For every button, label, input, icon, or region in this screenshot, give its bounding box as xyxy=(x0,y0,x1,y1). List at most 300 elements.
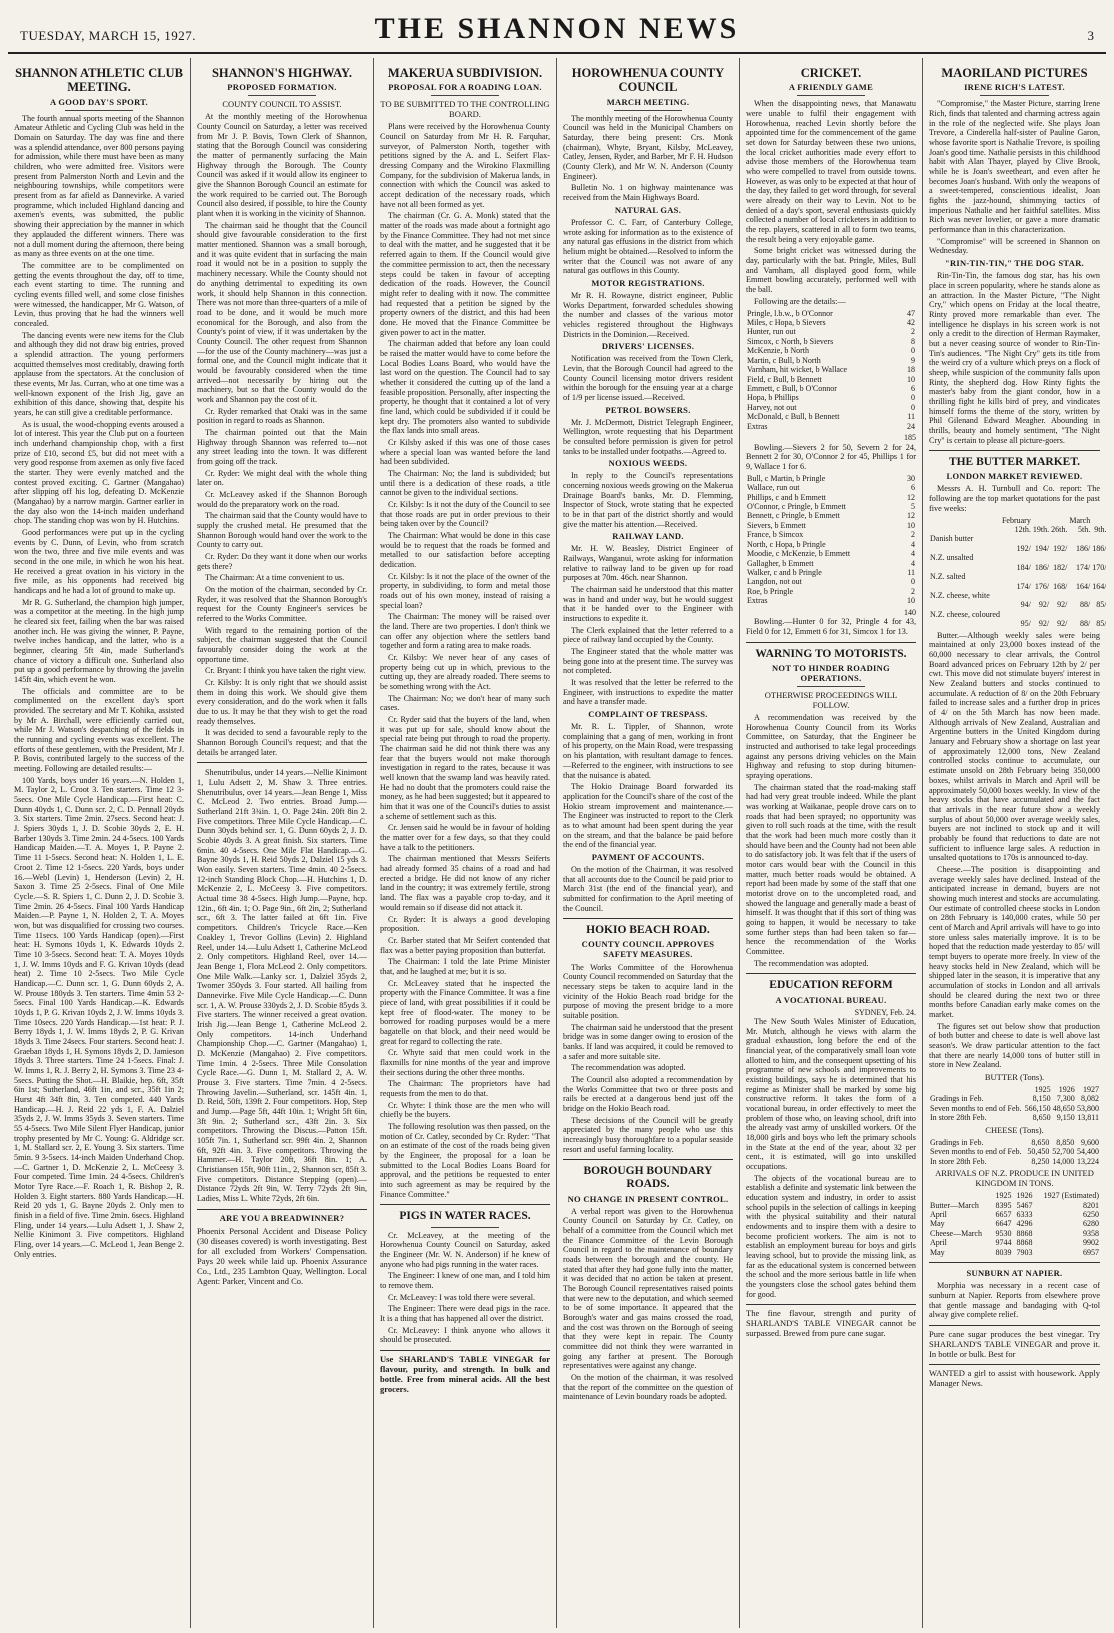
table-row xyxy=(929,1147,1100,1156)
table-cell: Sievers, b Emmett xyxy=(747,520,806,530)
article-paragraph: Cr. Kilsby: We never hear of any cases of property being cut up in which, previous to the cutting up, they are already roaded. There seems to be something wrong with the Act. xyxy=(380,653,550,692)
table-cell: France, b Simcox xyxy=(747,530,804,540)
table-cell: 6957 xyxy=(1083,1247,1099,1257)
table-cell: 95/ xyxy=(1020,619,1031,629)
table-cell: 8,250 xyxy=(1031,1156,1050,1166)
makerua-subhead: PROPOSAL FOR A ROADING LOAN. xyxy=(388,82,542,93)
table-row xyxy=(929,534,1106,543)
table-header-cell: 1927 xyxy=(1083,1085,1099,1094)
table-cell: Gallagher, b Emmett xyxy=(747,558,814,568)
table-header-cell: 19th. xyxy=(1032,524,1050,534)
table-cell: Butter—March xyxy=(930,1200,979,1210)
cricket-headline: CRICKET. xyxy=(800,66,862,80)
highway-headline: SHANNON'S HIGHWAY. xyxy=(211,66,353,80)
article-paragraph: The chairman said that the County would have to supply the crushed metal. He presumed that the Shannon Borough would hand over the work to the County to carry out. xyxy=(197,511,367,550)
table-cell: 8 xyxy=(911,336,915,346)
table-cell: N.Z. unsalted xyxy=(930,553,974,563)
score-total: 140 xyxy=(904,607,916,617)
table-cell: 170/ xyxy=(1092,562,1106,572)
dateline: SYDNEY, Feb. 24. xyxy=(854,1007,916,1017)
article-paragraph: "Compromise" will be screened in Shannon on Wednesday. xyxy=(929,236,1100,256)
table-cell: 9,150 xyxy=(1056,1113,1075,1123)
table-cell: 9744 xyxy=(995,1238,1012,1248)
table-row xyxy=(929,1201,1100,1210)
table-cell: 52,700 xyxy=(1052,1147,1075,1157)
section-heading: DRIVERS' LICENSES. xyxy=(601,341,695,352)
table-header-cell: 1927 (Estimated) xyxy=(1043,1191,1099,1201)
table-row xyxy=(929,1094,1100,1103)
education-headline: EDUCATION REFORM xyxy=(769,979,893,992)
table-header-cell: 1926 xyxy=(1058,1085,1075,1094)
section-heading: NOXIOUS WEEDS. xyxy=(608,458,688,469)
table-cell: 12 xyxy=(907,511,915,521)
article-paragraph: The dancing events were new items for the Club and although they did not draw big entries, proved a splendid attraction. The young performers acquitted themselves most creditably, drawing forth applause from the spectators. At the conclusion of these events, Mr Jas. Curran, who at one time was a well-known exponent of the Irish Jig, gave an exhibition of this dance, showing that, despite his years, he can still give a creditable performance. xyxy=(14,330,184,417)
table-cell: 0 xyxy=(911,402,915,412)
table-row xyxy=(746,568,916,577)
table-cell: 13,224 xyxy=(1077,1156,1099,1166)
article-paragraph: Mr. H. W. Beasley, District Engineer of Railways, Wanganui, wrote asking for information relative to railway land to be given up for road purposes at 70m. 46ch. near Shannon. xyxy=(563,544,733,583)
article-paragraph: Cr. Kilsby: Is it not the place of the owner of the property, in subdividing, to form and metal those roads out of his own money, instead of raising a special loan? xyxy=(380,571,550,610)
table-cell xyxy=(1001,534,1032,543)
article-paragraph: The Chairman: I told the late Prime Minister that, and he laughed at me; but it is so. xyxy=(380,957,550,976)
table-cell: 8,650 xyxy=(1031,1137,1050,1147)
cricket-subhead: A FRIENDLY GAME xyxy=(788,82,874,93)
table-cell: Emmett, c Bull, b O'Connor xyxy=(747,384,837,393)
table-cell xyxy=(1032,591,1050,600)
table-cell: 0 xyxy=(911,393,915,403)
table-cell: Moodie, c McKenzie, b Emmett xyxy=(747,549,851,559)
article-paragraph: As is usual, the wood-chopping events aroused a lot of interest. This year the Club put on a fourteen inch underhand championship chop, with a first prize of £10, second £5, but did not meet with a very good response from axemen as only five faced the starter. They were evenly matched and the contest proved exciting. C. Gartner (Mangahao) after slipping off his log, defeating D. McKenzie (Mangahao) by a narrow margin. Gartner earlier in the day also won the 14-inch maiden underhand chop. The standing chop was won by H. Hutchins. xyxy=(14,419,184,526)
table-cell: Seven months to end of Feb. xyxy=(930,1147,1022,1157)
table-row xyxy=(929,1248,1100,1257)
table-cell: 182/ xyxy=(1053,562,1068,572)
table-cell: 47 xyxy=(907,308,915,318)
price-table xyxy=(929,516,1106,629)
article-paragraph: The recommendation was adopted. xyxy=(754,958,869,968)
article-paragraph: The recommendation was adopted. xyxy=(571,1063,686,1073)
table-cell: In store 28th Feb. xyxy=(930,1156,987,1166)
table-cell: 6 xyxy=(911,384,915,393)
table-cell: McKenzie, b North xyxy=(747,346,809,356)
table-header-cell xyxy=(929,525,1001,534)
article-paragraph: Cr. Ryder: Do they want it done when our works gets there? xyxy=(197,551,367,571)
article-paragraph: Cr. Ryder said that the buyers of the land, when it was put up for sale, should know about the special rate being put through to road the property. The chairman said he did not think there was any fear that the buyers would not make thorough investigation in regard to the rates, because it was well known that the swamp land was heavily rated. He had no doubt that the promoters could raise the money, as he had been suggested; but it appeared to him that it was one of the Council's duties to assist a scheme of settlement such as this. xyxy=(380,715,550,821)
table-cell xyxy=(1050,534,1068,543)
results-list: Shenutribulus, under 14 years.—Nellie Kinimont 1, Lulu Adsett 2, M. Shaw 3. Three entries. Shenutribulus, over 14 years.—Jean Benge 1, Miss C. McLeod 2. Two entries. Broad Jump.—Sutherland 21ft 3¾in. 1, O. Page 24in. 20ft 8in 2. Five competitors. Three Mile Cycle Handicap.—C. Dunn 30yds behind scr. 1, G. Dunn 60yds 2, J. D. Scobie 40yds 3. A great finish. Six starters. Time 6min. 40 4-5secs. One Mile Flat Handicap.—G. Bayne 30yds 1, H. Reid 50yds 2, Dalziel 15 yds 3. Won easily. Seven starters. Time 4min. 40 2-5secs. 12-inch Standing Block Chop.—H. Hutchins 1, D. McKenzie 2, L. McCeesy 3. Five competitors. Actual time 38 4-5secs. High Jump.—Payne, hcp. 12in., 6ft 4in. 1; O. Page 9in., 6ft 2in, 2; Sutherland scr., 6ft 3. The latter failed at 6ft 1in. Five competitors. Children's Tricycle Race.—Ken Coakley 1, Trevor Gollins (Levin) 2. Highland Reel, under 14.—Lulu Adsett 1, Catherine McLeod 2. Only competitors. Highland Reel, over 14.—Jean Benge 1, Flora McLeod 2. Only competitors. One Mile Walk.—Lanky scr. 1, Dalziel 35yds 2, Twomer 350yds 3. Four started. All hailing from Dannevirke. Five Mile Cycle Handicap.—C. Dunn scr. 1, A. W. Prouse 330yds 2, J. D. Scobie 85yds 3. Five starters. The winner received a great ovation. Irish Jig.—Jean Benge 1, Catherine McLeod 2. Only competitors. 14-inch Underhand Championship Chop.—C. Gartner (Mangahao) 1, D. McKenzie (Mangahao) 2. Five competitors. Time 1min. 4 2-5secs. Three Mile Consolation Cycle Race.—G. Dunn 1, M. Stallard 2, A. W. Prouse 3. Five starters. Time 7min. 4 2-5secs. Throwing Javelin.—Sutherland, scr. 145ft 4in. 1, D. Reid, 50ft, 139ft 2. Four competitors. Hop, Step and Jump.—Page 5ft, 44ft 10in. 1; Wright 5ft 6in, 3ft 9in. 2; Sutherland scr., 43ft 2in. 3. Six competitors. Throwing the Discus.—Patton 15ft. 105ft 7in. 1, Sutherland scr. 99ft 4in. 2, Shannon 6ft, 92ft 4in. 3. Five competitors. Throwing the Hammer.—H. Taylor 20ft, 36ft 8in. 1; A. Christiansen 15ft, 90ft 11in., 2, Shannon scr, 85ft 3. Five competitors. Distance Stepping (open).—Distance 72yds 2ft 9in, W. Terry 72yds 2ft 9in, Ladies, Miss L. White 72yds, 2ft 6in. xyxy=(197,768,367,1203)
table-cell xyxy=(1050,572,1068,581)
table-cell: 12 xyxy=(907,492,915,502)
article-paragraph: The chairman added that before any loan could be raised the matter would have to come before the Local Bodies Loans Board, who would have the last word on the question. The Council had to say whether it considered the cutting up of the land a feasible proposition. Personally, after inspecting the property, he thought that it contained a lot of very fine land, which could be subdivided if it could be kept dry. The promoters also wanted to subdivide the flax lands into small areas. xyxy=(380,339,550,436)
table-header-cell xyxy=(929,1085,1023,1094)
table-row xyxy=(929,1210,1100,1219)
table-cell xyxy=(1050,610,1068,619)
article-paragraph: Mr. R. L. Tippler, of Shannon, wrote complaining that a gang of men, working in front of his property, on the Main Road, were trespassing on his plantation, with resultant damage to fences.—Referred to the engineer, with instructions to see that the nuisance is abated. xyxy=(563,722,733,780)
table-cell: 11 xyxy=(907,568,915,578)
divider xyxy=(929,450,1100,451)
article-paragraph: The officials and committee are to be complimented on the excellent day's sport provided. The secretary and Mr T. Kohika, assisted by Mr A. Birchall, were efficiently carried out, while Mr J. Watson's despatching of the fields in the running and cycling events was excellent. The efforts of these gentlemen, with the President, Mr J. P. Bovis, contributed largely to the success of the meeting. Following are detailed results:— xyxy=(14,686,184,774)
table-cell xyxy=(1091,572,1106,581)
bowling-figures: Bowling.—Sievers 2 for 50, Severn 2 for 24, Bennett 2 for 30, O'Connor 2 for 45, Phillips 1 for 9, Wallace 1 for 6. xyxy=(746,442,916,471)
table-cell xyxy=(1001,553,1032,562)
article-paragraph: The Chairman: The proprietors have had requests from the men to do that. xyxy=(380,1079,550,1098)
column-3 xyxy=(374,58,557,1628)
table-row xyxy=(746,384,916,393)
butter-headline: THE BUTTER MARKET. xyxy=(948,456,1081,469)
table-cell: 9358 xyxy=(1083,1228,1099,1238)
table-cell xyxy=(1091,553,1106,562)
table-cell: N.Z. cheese, white xyxy=(930,591,990,600)
table-header-cell: 1925 xyxy=(1034,1085,1051,1094)
table-cell: 174/ xyxy=(1016,581,1031,591)
divider xyxy=(746,973,916,974)
table-row xyxy=(929,553,1106,562)
table-cell xyxy=(1068,553,1091,562)
table-row xyxy=(929,1138,1100,1147)
table-cell: 186/ xyxy=(1075,543,1091,553)
table-cell: 92/ xyxy=(1038,619,1050,629)
table-cell: 94/ xyxy=(1020,600,1031,610)
section-heading: PAYMENT OF ACCOUNTS. xyxy=(591,851,705,862)
table-row xyxy=(746,403,916,412)
table-cell xyxy=(1032,534,1050,543)
article-paragraph: Mr. J. McDermott, District Telegraph Engineer, Wellington, wrote requesting that his Department be consulted before permission is given for petrol tanks to be installed under footpaths.—Agreed to. xyxy=(563,417,733,456)
scorecard-1 xyxy=(746,309,916,432)
table-cell: Bennett, c Pringle, b Emmett xyxy=(747,511,840,521)
issue-date: TUESDAY, MARCH 15, 1927. xyxy=(20,28,196,43)
table-cell: 8868 xyxy=(1016,1238,1033,1248)
table-cell: Walker, c and b Pringle xyxy=(747,568,822,578)
table-cell: 14,000 xyxy=(1052,1156,1075,1166)
table-header-cell: 12th. xyxy=(1014,524,1031,534)
table-cell: 4 xyxy=(911,539,915,549)
advertisement xyxy=(197,1209,367,1286)
table-row xyxy=(929,591,1106,600)
table-cell: 168/ xyxy=(1053,581,1068,591)
advertisement xyxy=(746,1304,916,1338)
table-cell: 8,150 xyxy=(1032,1094,1051,1104)
article-paragraph: The fourth annual sports meeting of the Shannon Amateur Athletic and Cycling Club was held in the Domain on Saturday. The day was fine and there was a splendid attendance, over 800 persons paying for admission, while there must have been as many children, who were admitted free. Visitors were present from Palmerston North and Levin and the neighbouring townships, while competitors were present from as far afield as Dannevirke. A varied programme, which included Highland dancing and axemen's events, was submitted, the public showing their appreciation by the manner in which they applauded the different winners. There was not a dull moment during the afternoon, there being as many as three events on at the one time. xyxy=(14,113,184,259)
table-row xyxy=(746,346,916,355)
table-cell: 186/ xyxy=(1034,562,1050,572)
article-paragraph: Cr. Jensen said he would be in favour of holding the matter over for a few days, so that they could have a talk to the petitioners. xyxy=(380,823,550,852)
table-cell: 8039 xyxy=(995,1247,1012,1257)
athletic-subhead: A GOOD DAY'S SPORT. xyxy=(50,96,148,107)
article-paragraph: The objects of the vocational bureau are to establish a definite and systematic link between the education system and industry, in order to assist school pupils in the selection of callings in keeping with the physical suitability and their natural endowments and to inspire them with a desire to become proficient workers. The aim is not to establish an employment bureau for boys and girls leaving school, but to provide the missing link, as far as the educational system is concerned between the school and the more serious battle in life when the youngsters close the school gates behind them for good. xyxy=(746,1173,916,1299)
table-row xyxy=(929,600,1106,609)
table-cell: O'Connor, c Pringle, b Emmett xyxy=(747,501,846,511)
article-paragraph: The Chairman: The money will be raised over the land. There are two properties. I don't think we can offer any objection where the settlers band together and form a rating area to make roads. xyxy=(380,612,550,651)
table-cell: Simcox, c North, b Sievers xyxy=(747,336,834,346)
article-paragraph: Notification was received from the Town Clerk, Levin, that the Borough Council had agreed to the County Council licensing motor drivers resident within the borough for the ensuing year at a charge of 1/9 per license issued.—Received. xyxy=(563,354,733,402)
article-paragraph: Some bright cricket was witnessed during the day, particularly with the bat. Pringle, Miles, Bull and Varnham, all displayed good form, while Emmett bowling accurately, performed well with the ball. xyxy=(746,246,916,295)
table-row xyxy=(929,1157,1100,1166)
article-paragraph: Mr R. G. Sutherland, the champion high jumper, was a competitor at the meeting. In the high jump he cleared six feet, failing when the bar was raised another inch. He was giving the winner, P. Payne, twelve inches handicap, and the latter, who is a beginner, clearing 5ft 4in, made Sutherland's chance of victory a difficult one. Sutherland also put up a good performance by throwing the javelin 145ft 4in, which event he won. xyxy=(14,597,184,685)
table-cell: Roe, b Pringle xyxy=(747,586,793,596)
divider xyxy=(797,686,865,687)
table-cell: 164/ xyxy=(1075,581,1091,591)
table-cell: 54,400 xyxy=(1077,1147,1099,1157)
article-paragraph: The chairman pointed out that the Main Highway through Shannon was referred to—not any street leading into the town. It was different from going off the track. xyxy=(197,427,367,466)
table-cell: Extras xyxy=(747,421,768,431)
masthead-rule xyxy=(8,52,1106,54)
table-cell: Martin, c Bull, b North xyxy=(747,355,821,365)
table-cell: 9,600 xyxy=(1081,1137,1099,1147)
article-paragraph: The chairman said he understood that this matter was in hand and under way, but he would suggest that it be handed over to the Engineer with instructions to expedite it. xyxy=(563,585,733,624)
table-cell: Hopa, b Phillips xyxy=(747,393,799,403)
table-cell: 24 xyxy=(907,421,915,431)
table-cell xyxy=(1068,534,1091,543)
article-paragraph: Cr. McLeavey: I was told there were several. xyxy=(388,1292,536,1302)
table-row xyxy=(929,582,1106,591)
table-cell: Cheese—March xyxy=(930,1228,982,1238)
table-cell: North, c Hopa, b Pringle xyxy=(747,539,826,549)
article-paragraph: On the motion of the chairman, it was resolved that the report of the committee on the question of maintenance of Levin boundary roads be adopted. xyxy=(563,1373,733,1402)
boundary-subhead: NO CHANGE IN PRESENT CONTROL. xyxy=(567,1193,729,1204)
article-paragraph: The figures set out below show that production of both butter and cheese to date is well above last season's. We draw particular attention to the fact that there are nearly 14,000 tons of butter still in store in New Zealand. xyxy=(929,1021,1100,1070)
table-cell: 10 xyxy=(907,596,915,606)
table-cell: 5467 xyxy=(1016,1200,1033,1210)
table-cell: 7903 xyxy=(1016,1247,1033,1257)
article-paragraph: Cheese.—The position is disappointing and average weekly sales have declined. Instead of the anticipated increase in demand, buyers are not showing much interest and stocks are accumulating. Our estimate of controlled cheese stocks in London on 28th February is 140,000 crates, while 50 per cent of March and April arrivals will have to go into store unless sales materially improve. It is to be hoped that the reduction made yesterday to 85/ will tempt buyers to operate more freely. In view of the heavy stocks held in New Zealand, which will be shipped later in the season, it is imperative that any accumulation of stocks in London and all arrivals should be cleared during the next two or three months before Canadian early make comes on the market. xyxy=(929,864,1100,1019)
article-paragraph: Cr. Ryder remarked that Otaki was in the same position in regard to roads as Shannon. xyxy=(197,406,367,426)
table-cell: 50,450 xyxy=(1027,1147,1050,1157)
table-cell: 88/ xyxy=(1079,619,1091,629)
article-paragraph: It was resolved that the letter be referred to the Engineer, with instructions to expedite the matter and have a transfer made. xyxy=(563,678,733,707)
masthead xyxy=(0,0,1114,56)
table-cell: 85/ xyxy=(1096,619,1106,629)
table-cell xyxy=(929,582,1001,591)
table-header-cell: 9th. xyxy=(1094,524,1106,534)
column-1 xyxy=(8,58,191,1628)
table-cell: 18 xyxy=(907,365,915,375)
table-header-row xyxy=(929,525,1106,534)
ad-text: Pure cane sugar produces the best vinegar. Try SHARLAND'S TABLE VINEGAR and prove it. In bottle or bulk. Best for xyxy=(929,1328,1100,1359)
table-row xyxy=(929,610,1106,619)
table-title: ARRIVALS OF N.Z. PRODUCE IN UNITED KINGDOM IN TONS. xyxy=(935,1168,1094,1189)
table-cell: 7,300 xyxy=(1056,1094,1075,1104)
advertisement xyxy=(929,1325,1100,1359)
article-paragraph: Cr. McLeavey, at the meeting of the Horowhenua County Council on Saturday, asked the Engineer (Mr. W. N. Anderson) if he knew of anyone who had pigs running in the water races. xyxy=(380,1230,550,1269)
table-cell: 10 xyxy=(907,520,915,530)
table-cell xyxy=(1091,534,1106,543)
table-cell: 2 xyxy=(911,530,915,540)
table-cell xyxy=(1068,572,1091,581)
table-row xyxy=(746,356,916,365)
boundary-headline: BOROUGH BOUNDARY ROADS. xyxy=(583,1165,713,1191)
table-row xyxy=(746,318,916,327)
table-cell: 566,150 xyxy=(1024,1103,1051,1113)
article-paragraph: The New South Wales Minister of Education, Mr. Mutch, although he views with alarm the gradual exhaustion, long before the end of the financial year, of the comparatively small loan vote allotted to him, and the consequent upsetting of his programme of new schools and improvements to existing buildings, says he is determined that his regime as Minister shall be marked by some big constructive reform. It takes the form of a vocational bureau, in order effectively to meet the problem of those who, on leaving school, drift into the already vast army of unskilled workers. Of the 18,000 girls and boys who left the primary schools in the State at the end of the year, about 32 per cent., it is estimated, will go into unskilled occupations. xyxy=(746,1016,916,1172)
table-title: CHEESE (Tons). xyxy=(985,1124,1044,1135)
divider xyxy=(980,95,1048,96)
table-cell: 92/ xyxy=(1038,600,1050,610)
table-cell xyxy=(1091,591,1106,600)
highway-subhead: PROPOSED FORMATION. xyxy=(227,82,337,93)
classified-ad xyxy=(929,1364,1100,1388)
article-paragraph: Cr. Ryder: It is always a good developing proposition. xyxy=(380,914,550,934)
table-cell: 4 xyxy=(911,558,915,568)
article-paragraph: Cr. Whyte said that men could work in the flaxmills for nine months of the year and improve their sections during the other three months. xyxy=(380,1048,550,1077)
county-subhead: MARCH MEETING. xyxy=(606,96,690,107)
pictures-headline: MAORILAND PICTURES xyxy=(941,66,1088,80)
table-title: BUTTER (Tons). xyxy=(984,1071,1045,1082)
table-cell: 5 xyxy=(911,501,915,511)
newspaper-title: THE SHANNON NEWS xyxy=(374,12,740,45)
article-paragraph: Good performances were put up in the cycling events by C. Dunn, of Levin, who from scratch won the two, three and five mile events and was second in the one mile, in which he won his heat. He received a great ovation in his victory in the five mile, as his opponents had received big handicaps and he had a lot of ground to make up. xyxy=(14,527,184,596)
article-paragraph: The Chairman: No; we don't hear of many such cases. xyxy=(380,693,550,713)
article-paragraph: Rin-Tin-Tin, the famous dog star, has his own place in screen popularity, where he stands alone as an attraction. In the Master Picture, "The Night Cry," which opens on Friday at the local theatre, Rinty proved more remarkable than ever. The intelligence he displays in his screen work is not only a credit to the direction of Herman Raymaker, but a never ceasing source of wonder to Rin-Tin-Tin's audiences. "The Night Cry" gets its title from the weird cry of a vulture which preys on a flock of sheep, while suspicion of the community falls upon Rinty, the shepherd dog. How Rinty fights the master's baby from the giant condor, how in a thrilling fight he kills bird of prey, and vindicates himself forms the theme of the story, written by Phil Gilenand Edward Meagher. Abounding in thrills, beauty and homely sentiment, "The Night Cry" is certain to please all picture-goers. xyxy=(929,271,1100,445)
table-row xyxy=(746,309,916,318)
article-paragraph: Plans were received by the Horowhenua County Council on Saturday from Mr H. R. Farquhar, surveyor, of Palmerston North, together with petitions signed by the A. and L. Seifert Flax-dressing Company and the Wirokino Flaxmilling Company, for the subdivision of Makerua lands, in connection with which the Council was asked to accept dedication of the necessary roads, which have not all been formed as yet. xyxy=(380,122,550,209)
table-cell xyxy=(929,563,1001,572)
section-heading: RAILWAY LAND. xyxy=(612,531,684,542)
athletic-headline: SHANNON ATHLETIC CLUB MEETING. xyxy=(15,66,183,95)
article-paragraph: Bulletin No. 1 on highway maintenance was received from the Main Highways Board. xyxy=(563,183,733,203)
table-cell: 176/ xyxy=(1034,581,1050,591)
table-cell: 92/ xyxy=(1057,619,1068,629)
table-cell: Hunter, run out xyxy=(747,327,796,337)
article-paragraph: The chairman mentioned that Messrs Seiferts had already formed 35 chains of a road and had erected a bridge. He did not know of any richer land in the country; it was extremely fertile, strong land. The flax was a payable crop to-day, and it would remain so if disease did not attack it. xyxy=(380,854,550,912)
table-header-cell: 1925 xyxy=(995,1191,1012,1201)
table-row xyxy=(746,327,916,336)
motorists-subhead-2: OTHERWISE PROCEEDINGS WILL FOLLOW. xyxy=(764,689,898,710)
divider xyxy=(380,1204,550,1205)
table-row xyxy=(746,493,916,502)
divider xyxy=(563,1159,733,1160)
table-row xyxy=(746,540,916,549)
makerua-headline: MAKERUA SUBDIVISION. xyxy=(387,66,543,80)
table-header-cell xyxy=(929,516,1001,525)
bowling-figures: Bowling.—Hunter 0 for 32, Pringle 4 for 43, Field 0 for 12, Emmett 6 for 31, Simcox 1 for 13. xyxy=(746,617,916,636)
article-paragraph: On the motion of the chairman, seconded by Cr. Ryder, it was resolved that the Shannon Borough's request for the County Engineer's services be referred to the Works Committee. xyxy=(197,584,367,623)
table-row xyxy=(746,502,916,511)
divider xyxy=(797,95,865,96)
table-cell: May xyxy=(930,1219,945,1229)
table-cell: 88/ xyxy=(1079,600,1091,610)
table-cell: 11 xyxy=(907,412,915,422)
section-heading: COMPLAINT OF TRESPASS. xyxy=(588,709,708,720)
table-row xyxy=(746,549,916,558)
divider xyxy=(614,110,682,111)
article-paragraph: At the monthly meeting of the Horowhenua County Council on Saturday, a letter was received from Mr J. P. Bovis, Town Clerk of Shannon, stating that the Borough Council was considering the matter of permanently surfacing the Main Highway through the Borough. The County Council was asked if it would allow its engineer to give the Shannon Borough Council an estimate for the work required to be carried out. The Borough Council also desired, if possible, to hire the County plant when it is working in the vicinity of Shannon. xyxy=(197,112,367,219)
article-paragraph: The Council also adopted a recommendation by the Works Committee that two or three posts and rails be erected at a dangerous bend just off the bridge on the Hokio Beach road. xyxy=(563,1074,733,1113)
table-cell: 8201 xyxy=(1083,1200,1099,1210)
table-row xyxy=(746,596,916,605)
table-cell: 8395 xyxy=(995,1200,1012,1210)
divider xyxy=(431,95,499,96)
table-row xyxy=(746,521,916,530)
article-paragraph: A verbal report was given to the Horowhenua County Council on Saturday by Cr. Catley, on behalf of a committee from the Council which met the Finance Committee of the Levin Borough Council in regard to the maintenance of boundary roads between the borough and the county. He stated that after they had gone fully into the matter, it was decided that no action be taken at present. The Borough Council representatives raised points that were new to the deputation, and which seemed to be of some importance. It appeared that the Borough's water and gas mains crossed the road, and the cost was thrown on the Borough of seeing that they were kept in repair. The County committee did not think they were warranted in going any farther at present. The Borough representatives were against any change. xyxy=(563,1206,733,1371)
article-paragraph: The Engineer stated that the whole matter was being gone into at the present time. The survey was not completed. xyxy=(563,647,733,676)
table-cell: 8868 xyxy=(1016,1228,1033,1238)
article-paragraph: On the motion of the Chairman, it was resolved that all accounts due to the Council be paid prior to March 31st (the end of the financial year), and submitted for confirmation to the April meeting of the Council. xyxy=(563,864,733,913)
table-cell: N.Z. salted xyxy=(930,572,966,582)
article-paragraph: Morphia was necessary in a recent case of sunburn at Napier. Reports from elsewhere prove that gentle massage and bandaging with Q-tol alway give complete relief. xyxy=(929,1281,1100,1320)
table-row xyxy=(746,393,916,402)
table-row xyxy=(746,483,916,492)
results-list: 100 Yards, boys under 16 years.—N. Holden 1, M. Taylor 2, L. Croot 3. Ten starters. Time 12 3-5secs. One Mile Cycle Handicap.—First heat: C. Dunn 40yds 1, C. Dunn scr. 2, C. D. Pennall 20yds 3. Six starters. Time 2min. 27secs. Second heat: J. J. Spiers 30yds 1, J. D. Scobie 30yds 2, E. H. Barber 130yds 3. Time 2min. 24 4-5secs. 100 Yards Handicap Maiden.—T. A. Moyes 1, P. Payne 2. Time 11 1-5secs. Second heat: N. Holden 1, L. E. Croot 2. Time 12 1-5secs. 220 Yards, boys under 16.—Webl (Levin) 1, Henderson (Levin) 2, H. Saxon 3. Time 25 2-5secs. Final of One Mile Cycle.—S. R. Spiers 1, C. Dunn 2, J. D. Scobie 3. Time 2min. 26 4-5secs. Final 100 Yards Handicap Maiden.—P. Payne 1, N. Holden 2, T. A. Moyes won, but was disqualified for crossing two courses. Time 11secs. 100 Yards Handicap (open).—First heat: H. Symons 10yds 1, K. Edwards 10yds 2. Time 10 3-5secs. Second heat: T. A. Moyes 10yds 1, J. W. Imms 10yds and F. G. Krivan 10yds (dead heat) 2. Time 10 2-5secs. Two Mile Cycle Handicap.—C. Dunn scr. 1, G. Dunn 60yds 2, A. W. Prouse 180yds 3. Ten starters. Time 4min 53 2-5secs. Final 100 Yards Handicap.—K. Edwards 10yds 1, P. G. Krivan 10yds 2, J. W. Imms 10yds 3. Time 10secs. 220 Yards Handicap.—1st heat: P. J. Berry 18yds 1, J. W. Imms 18yds 2, P. G. Krivan 18yds 3. Time 24secs. Four starters. Second heat: J. Graeban 18yds 1, H. Symons 18yds 2, D. Jamieson 18yds 3. Three starters. Time 24 1-5secs. Final: J. W. Imms 1, R. J. Berry 2, H. Symons 3. Time 23 4-5secs. Putting the Shot.—H. Blaikie, hep. 6ft, 35ft 6in 1st; Sutherland, 46ft 1in, and scr., 35ft 1in 2; Hurst 4ft 34ft 8in, 3. Ten competed. 440 Yards Handicap.—H. J. Reid 22 yds 1, F. A. Dalziel 35yds 2, J. W. Imms 35yds 3. Seven starters. Time 55 4-5secs. Two Mile Silent Flyer Handicap, junior trophy presented by Mr C. Young: G. Aldridge scr. 1, M. Stallard scr. 2, E. Young 3. Six starters. Time 5min. 9 3-5secs. 14-inch Maiden Underhand Chop.—C. Gartner 1, D. McKenzie 2, L. McCeesy 3. Four competed. Time 1min. 24 4-5secs. Children's Motor Tyre Race.—F. Roach 1, R. Bishop 2, R. Holden 3. Eight starters. 880 Yards Handicap.—H. Reid 20 yds 1, G. Bayne 20yds 2. Only men to finish in a field of five. Time 2min. 6secs. Highland Fling, under 14 years.—Lulu Adsett 1, J. Shaw 2, Nellie Kinimont 3. Five competitors. Highland Fling, over 14 years.—C. McLeod 1, Jean Benge 2. Only entries. xyxy=(14,775,184,1259)
table-cell xyxy=(1068,591,1091,600)
table-cell: Miles, c Hopa, b Sievers xyxy=(747,317,826,327)
table-cell: 0 xyxy=(911,346,915,356)
article-paragraph: A recommendation was received by the Horowhenua County Council from its Works Committee, on Saturday, that the Engineer be instructed and authorised to take legal proceedings against any persons driving vehicles on the Main Highway and refusing to stop during bitumen-spraying operations. xyxy=(746,712,916,780)
table-header-row xyxy=(929,1191,1100,1200)
table-cell: 9902 xyxy=(1083,1238,1099,1248)
education-subhead: A VOCATIONAL BUREAU. xyxy=(775,994,887,1005)
table-cell: 48,650 xyxy=(1052,1103,1075,1113)
table-cell: Pringle, l.b.w., b O'Connor xyxy=(747,308,833,318)
table-cell xyxy=(929,619,1001,628)
article-paragraph: The Chairman: No; the land is subdivided; but until there is a dedication of these roads, a title cannot be given to the individual sections. xyxy=(380,468,550,498)
table-cell: 2 xyxy=(911,586,915,596)
table-cell: 192/ xyxy=(1016,543,1031,553)
table-cell: 9 xyxy=(911,355,915,365)
divider xyxy=(746,642,916,643)
article-paragraph: The chairman stated that the road-making staff had had very great trouble indeed. While the plant was working at Waikanae, people drove cars on to roads that had been sprayed; no opportunity was given to roll such roads at the time, with the result that the work had been much more costly than it should have been and the County had not been able to do satisfactory job. It was felt that if the users of motor cars would bear with the Council in this matter, much better roads would be obtained. A report had been made by some of the staff that one motorist drove on to the uncompleted road, and showed the language and generally made a beast of himself. It was thought that if this sort of thing was going to happen, it would be necessary to take some further steps than had been taken so far—hence the recommendation of the Works Committee. xyxy=(746,782,916,956)
table-cell: Field, c Bull, b Bennett xyxy=(747,374,822,384)
table-cell xyxy=(1001,572,1032,581)
table-cell xyxy=(1001,610,1032,619)
table-cell xyxy=(1001,591,1032,600)
table-cell: 13,811 xyxy=(1077,1113,1099,1123)
table-cell xyxy=(1050,553,1068,562)
pigs-headline: PIGS IN WATER RACES. xyxy=(399,1210,531,1223)
table-row xyxy=(746,559,916,568)
article-paragraph: Cr Kilsby asked if this was one of those cases where a special loan was wanted before the land had been subdivided. xyxy=(380,437,550,467)
table-header-cell xyxy=(1050,516,1068,525)
hokio-headline: HOKIO BEACH ROAD. xyxy=(586,924,710,937)
section-heading: MOTOR REGISTRATIONS. xyxy=(591,277,705,288)
table-cell: Varnham, hit wicket, b Wallace xyxy=(747,365,848,375)
column-2 xyxy=(191,58,374,1628)
article-paragraph: "Compromise," the Master Picture, starring Irene Rich, finds that talented and charming actress again in the role of the neglected wife. She plays Joan Trevore, a Cinderella half-sister of Pauline Garon, whose favorite sport is Nathalie Trevore, is spoiling Joan's good time. Nathalie persists in this childhood habit with Alan Thayer, played by Clive Brook, while he is Joan's sweetheart, and even after he becomes Joan's husband. With only the weapons of a sweet-tempered, conscientious idealist, Joan fights the jazz-hound, shimmying tactics of imperious Nathalie and her faithful satellites. Miss Rich was never lovelier, or gave a more dramatic performance than in this characterization. xyxy=(929,99,1100,235)
table-cell: Extras xyxy=(747,596,768,606)
table-cell xyxy=(1032,572,1050,581)
table-cell: 6 xyxy=(911,483,915,493)
table-cell: Seven months to end of Feb. xyxy=(930,1103,1022,1113)
table-cell: 10 xyxy=(907,374,915,384)
table-cell: McDonald, c Bull, b Bennett xyxy=(747,412,840,422)
table-header-cell: 26th. xyxy=(1051,524,1068,534)
table-row xyxy=(929,1113,1100,1122)
section-heading: PETROL BOWSERS. xyxy=(605,404,691,415)
article-paragraph: It was decided to send a favourable reply to the Shannon Borough Council's request; and that the details be arranged later. xyxy=(197,728,367,757)
table-cell: 6250 xyxy=(1083,1209,1099,1219)
article-paragraph: Cr. McLeavey: I think anyone who allows it should be prosecuted. xyxy=(380,1325,550,1345)
table-cell: 8,850 xyxy=(1056,1137,1075,1147)
table-cell: May xyxy=(930,1247,945,1257)
table-cell: Bull, c Martin, b Pringle xyxy=(747,473,826,483)
table-header-cell: February xyxy=(1001,515,1031,525)
table-cell: 8,650 xyxy=(1032,1113,1051,1123)
table-cell: In store 28th Feb. xyxy=(930,1113,987,1123)
article-paragraph: Butter.—Although weekly sales were being maintained at only 23,000 boxes instead of the 60,000 necessary to clear arrivals, the Control Board advanced prices on February 12th by 2/ per cwt. This move did not stimulate buyers' interest in New Zealand butters and stocks continued to accumulate. A reduction of 8/ on the 20th February failed to increase sales and a further drop in prices of 4/ on the 5th March has now been made. Although arrivals of New Zealand, Australian and Argentine butters in the United Kingdom during January and February show a shortage on last year of approximately 12,000 tons, New Zealand controlled stocks continue to accumulate, our estimate unsold on 28th February being 350,000 boxes, whilst arrivals in March and April will be approximately 50,000 boxes weekly. In view of the heavy stocks that have accumulated and the fact that arrivals in the near future show a weekly surplus of about 50,000 over average weekly sales, buyers are not inclined to stock up and it will probably be found that reductions to date are not sufficient to influence large sales. A reduction in unsalted quotations to 170s is announced to-day. xyxy=(929,630,1100,863)
table-cell: N.Z. cheese, coloured xyxy=(930,609,1000,619)
scorecard-2 xyxy=(746,474,916,606)
makerua-subhead-2: TO BE SUBMITTED TO THE CONTROLLING BOARD. xyxy=(380,99,550,120)
article-paragraph: The Clerk explained that the letter referred to a piece of railway land occupied by the County. xyxy=(563,625,733,645)
cheese-tons-table xyxy=(929,1138,1100,1166)
article-paragraph: Cr. Kilsby: It is only right that we should assist them in doing this work. We should give them every consideration, and do the work when it falls due to us. It may be that they wish to get the road ready themselves. xyxy=(197,678,367,726)
table-cell: Harvey, not out xyxy=(747,402,797,412)
table-cell: 6657 xyxy=(995,1209,1012,1219)
column-4 xyxy=(557,58,740,1628)
table-cell xyxy=(1068,610,1091,619)
article-paragraph: Cr. Whyte: I think those are the men who will chiefly be the buyers. xyxy=(380,1100,550,1120)
article-paragraph: With regard to the remaining portion of the subject, the chairman suggested that the Council favourably consider doing the work at the opportune time. xyxy=(197,625,367,664)
table-row xyxy=(746,337,916,346)
article-paragraph: Mr R. H. Rowayne, district engineer, Public Works Department, forwarded schedules showing the number and classes of the various motor vehicles registered throughout the Highways Districts in the Dominion.—Received. xyxy=(563,290,733,339)
